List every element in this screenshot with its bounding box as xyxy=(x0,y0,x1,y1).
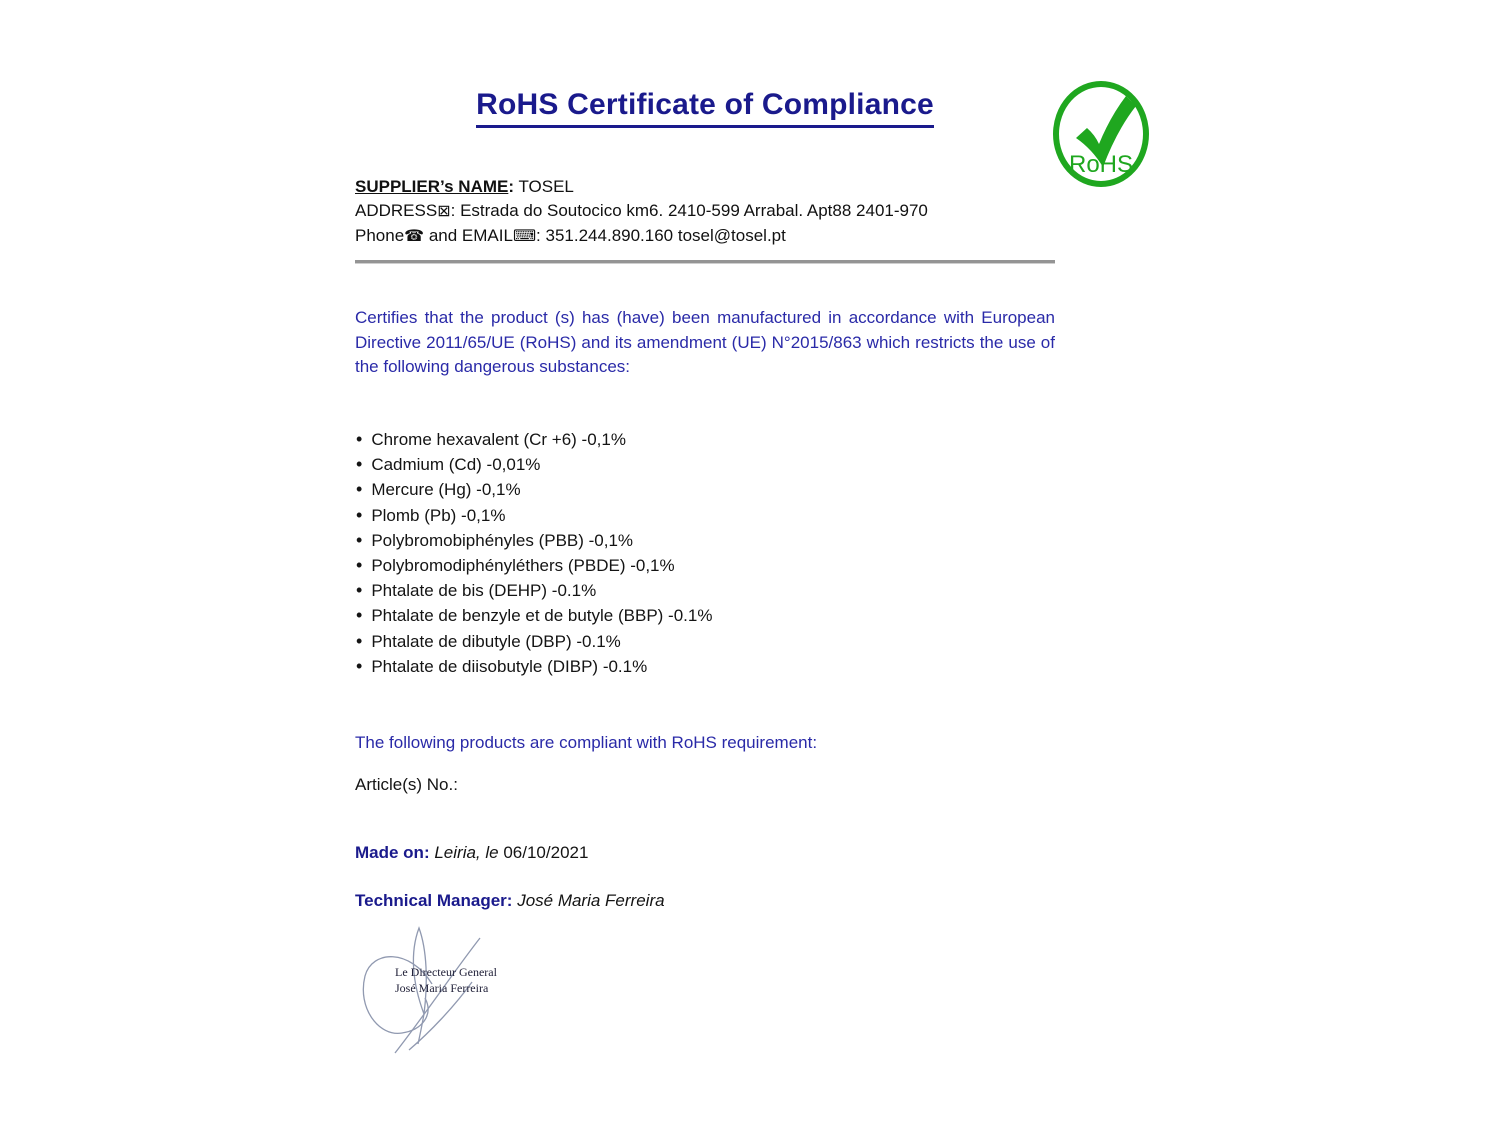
list-item: • Polybromobiphényles (PBB) -0,1% xyxy=(356,528,1056,553)
substances-list xyxy=(356,427,1056,679)
compliance-statement: The following products are compliant with RoHS requirement: xyxy=(355,733,818,752)
made-on-date: 06/10/2021 xyxy=(503,843,589,862)
list-item: • Mercure (Hg) -0,1% xyxy=(356,477,1056,502)
signature-block xyxy=(352,920,552,1065)
phone-label: Phone xyxy=(355,226,405,245)
supplier-info xyxy=(355,175,1075,249)
signature-title: Le Directeur General xyxy=(395,965,497,979)
list-item: • Chrome hexavalent (Cr +6) -0,1% xyxy=(356,427,1056,452)
supplier-name-line xyxy=(355,175,1075,199)
address-sep: : xyxy=(450,201,456,220)
contact-sep: : xyxy=(536,226,541,245)
computer-icon: ⌨ xyxy=(512,228,537,245)
phone-icon: ☎ xyxy=(404,228,425,245)
list-item: • Cadmium (Cd) -0,01% xyxy=(356,452,1056,477)
horizontal-divider xyxy=(355,260,1055,264)
signature-text xyxy=(395,964,497,996)
technical-manager-name: José Maria Ferreira xyxy=(517,891,665,910)
supplier-name-sep: : xyxy=(508,177,515,196)
signature-name: José Maria Ferreira xyxy=(395,981,489,995)
address-label: ADDRESS xyxy=(355,201,438,220)
contact-value: 351.244.890.160 tosel@tosel.pt xyxy=(545,226,786,245)
title-container xyxy=(355,88,1055,128)
rohs-logo-graphic xyxy=(1052,80,1150,188)
list-item: • Phtalate de bis (DEHP) -0.1% xyxy=(356,578,1056,603)
certification-paragraph: Certifies that the product (s) has (have) been manufactured in accordance with European Directive 2011/65/UE (RoHS) and its amendment (UE) N°2015/863 which restricts the use of the following dangerous substances: xyxy=(355,308,1055,376)
page-title: RoHS Certificate of Compliance xyxy=(476,88,934,128)
list-item: • Phtalate de diisobutyle (DIBP) -0.1% xyxy=(356,654,1056,679)
list-item: • Polybromodiphényléthers (PBDE) -0,1% xyxy=(356,553,1056,578)
envelope-icon: ⊠ xyxy=(437,203,451,220)
articles-label: Article(s) No.: xyxy=(355,775,458,794)
supplier-name-value: TOSEL xyxy=(518,177,574,196)
made-on-line xyxy=(355,843,588,863)
rohs-logo xyxy=(1052,80,1150,188)
technical-manager-line xyxy=(355,891,665,911)
technical-manager-label: Technical Manager: xyxy=(355,891,513,910)
supplier-contact-line xyxy=(355,224,1075,249)
supplier-name-label: SUPPLIER’s NAME xyxy=(355,177,509,196)
address-value: Estrada do Soutocico km6. 2410-599 Arrabal. Apt88 2401-970 xyxy=(460,201,928,220)
supplier-address-line xyxy=(355,199,1075,224)
list-item: • Phtalate de dibutyle (DBP) -0.1% xyxy=(356,629,1056,654)
list-item: • Phtalate de benzyle et de butyle (BBP) -0.1% xyxy=(356,603,1056,628)
list-item: • Plomb (Pb) -0,1% xyxy=(356,503,1056,528)
and-email-label: and EMAIL xyxy=(428,226,513,245)
made-on-label: Made on: xyxy=(355,843,430,862)
logo-label: RoHS xyxy=(1068,151,1134,178)
made-on-place: Leiria, le xyxy=(434,843,499,862)
